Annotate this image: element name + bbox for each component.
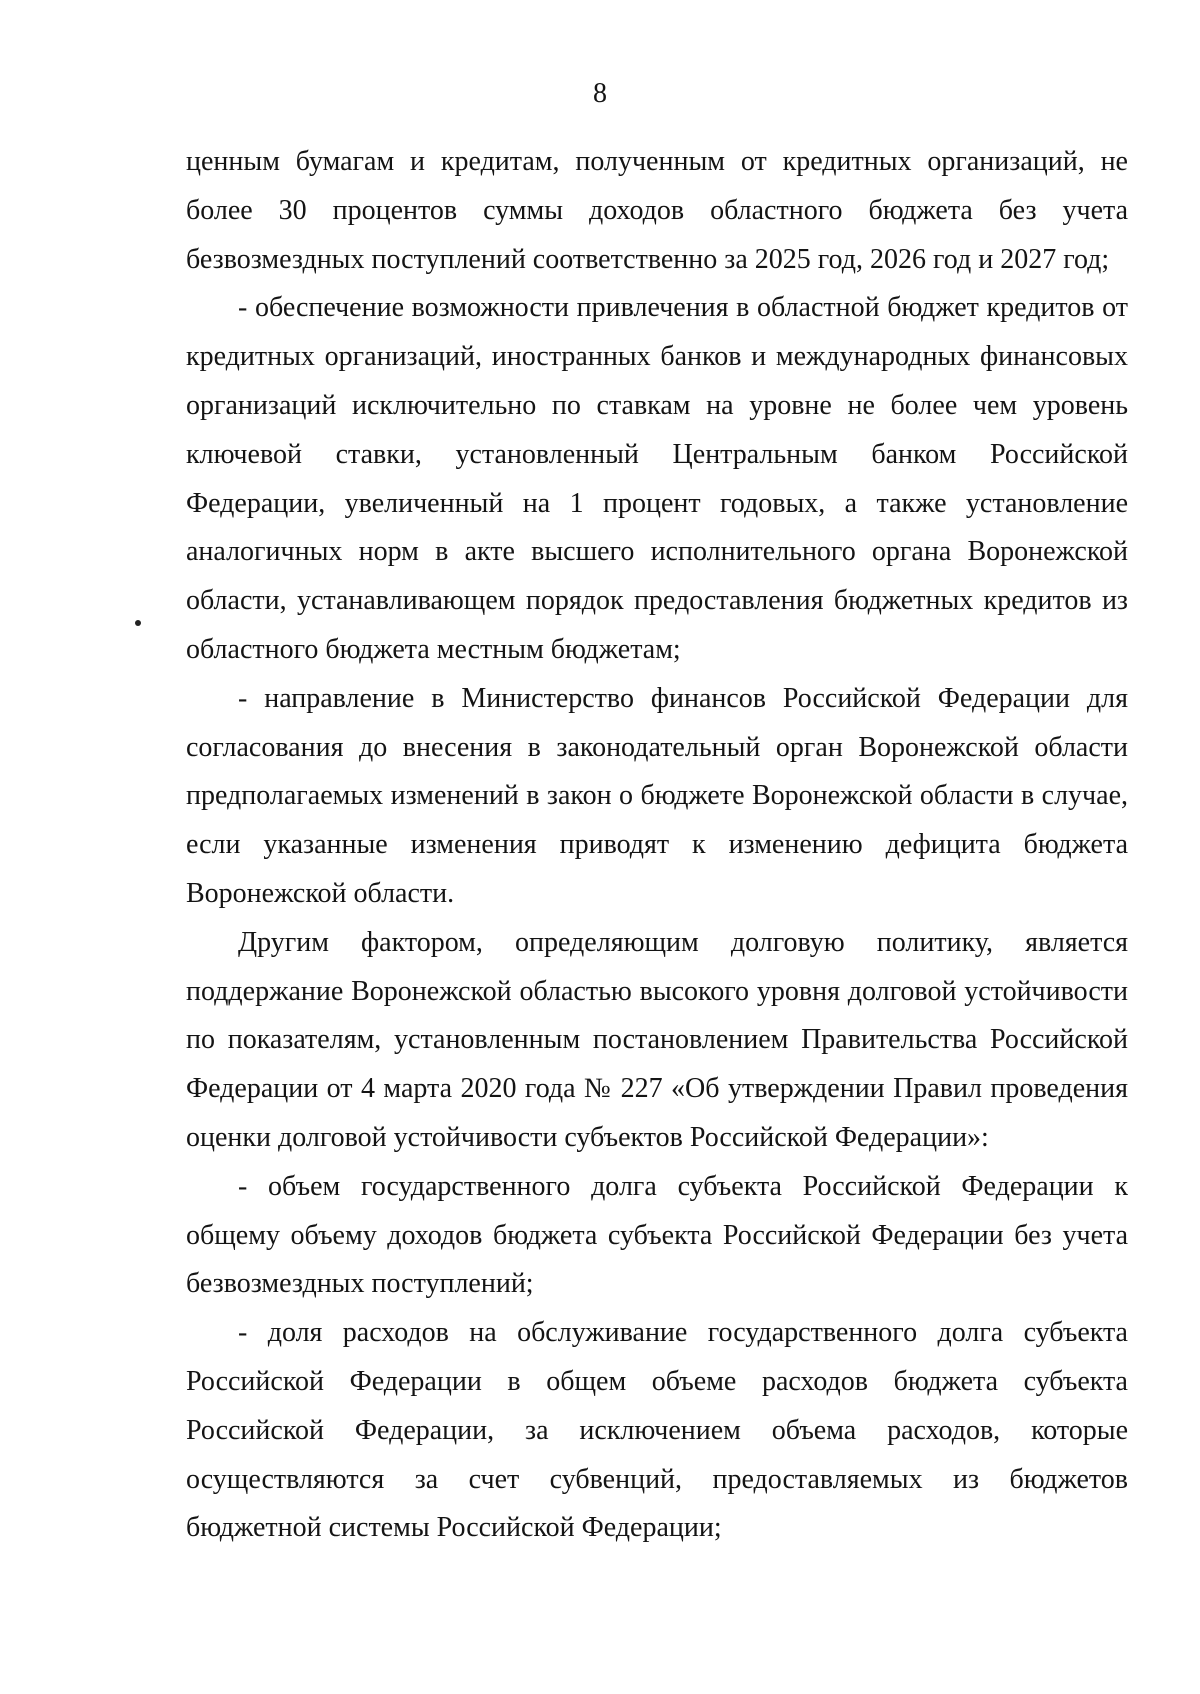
page-number: 8 (593, 78, 607, 109)
paragraph-debt-service-share: - доля расходов на обслуживание государственного долга субъекта Российской Федерации в общем объеме расходов бюджета субъекта Российской Федерации, за исключением объема расходов, которые осуществляются за счет субвенций, предоставляемых из бюджетов бюджетной системы Российской Федерации; (186, 1317, 1128, 1544)
scan-artifact-dot (135, 620, 141, 626)
paragraph-credit-rates: - обеспечение возможности привлечения в областной бюджет кредитов от кредитных организаций, иностранных банков и международных финансовых организаций исключительно по ставкам на уровне не более чем уровень ключевой ставки, установленный Центральным банком Российской Федерации, увеличенный на 1 процент годовых, а также установление аналогичных норм в акте высшего исполнительного органа Воронежской области, устанавливающем порядок предоставления бюджетных кредитов из областного бюджета местным бюджетам; (186, 292, 1128, 665)
document-body (186, 138, 1128, 1553)
paragraph-debt-to-revenue: - объем государственного долга субъекта Российской Федерации к общему объему доходов бюджета субъекта Российской Федерации без учета безвозмездных поступлений; (186, 1170, 1128, 1300)
paragraph-debt-sustainability: Другим фактором, определяющим долговую политику, является поддержание Воронежской областью высокого уровня долговой устойчивости по показателям, установленным постановлением Правительства Российской Федерации от 4 марта 2020 года № 227 «Об утверждении Правил проведения оценки долговой устойчивости субъектов Российской Федерации»: (186, 926, 1128, 1153)
paragraph-ministry-approval: - направление в Министерство финансов Российской Федерации для согласования до внесения в законодательный орган Воронежской области предполагаемых изменений в закон о бюджете Воронежской области в случае, если указанные изменения приводят к изменению дефицита бюджета Воронежской области. (186, 682, 1128, 909)
paragraph-continuation: ценным бумагам и кредитам, полученным от кредитных организаций, не более 30 процентов суммы доходов областного бюджета без учета безвозмездных поступлений соответственно за 2025 год, 2026 год и 2027 год; (186, 146, 1128, 275)
